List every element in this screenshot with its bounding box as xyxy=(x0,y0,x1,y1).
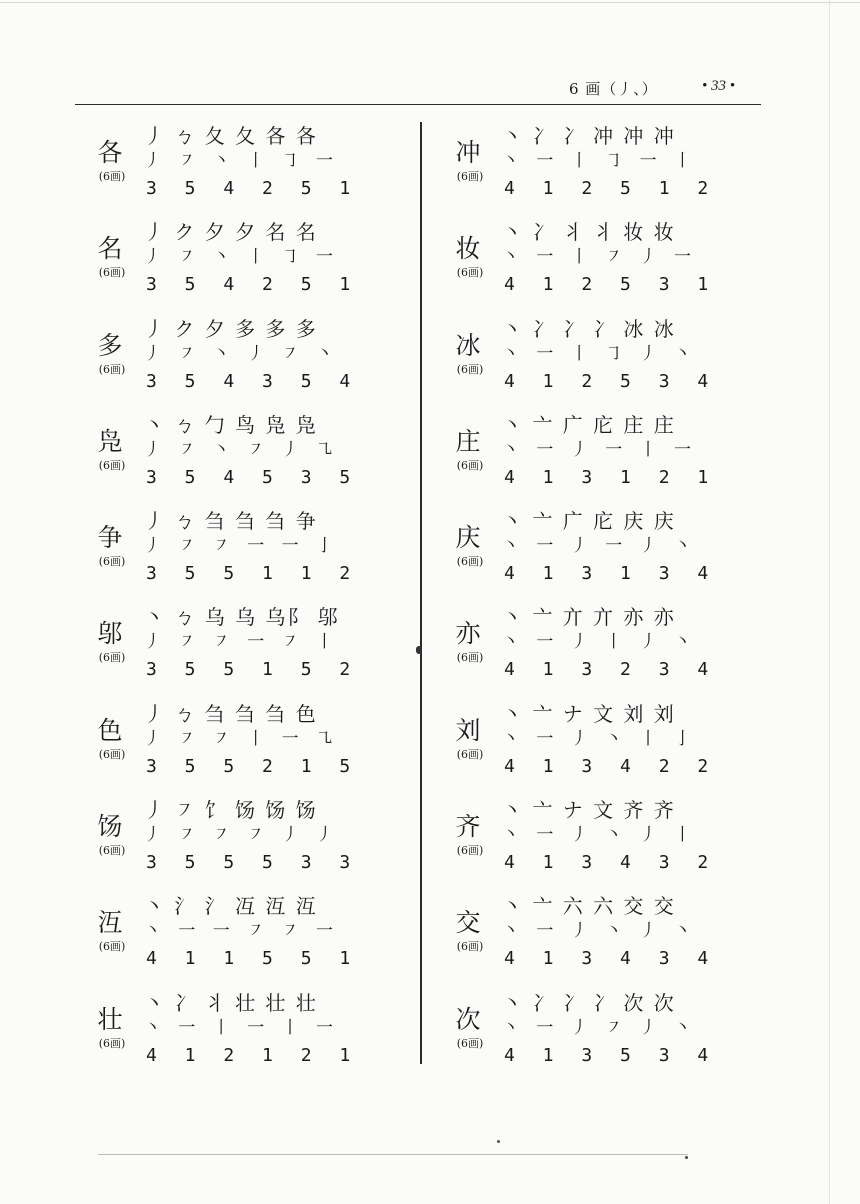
footer-line xyxy=(98,1154,688,1155)
stroke-order-sequence: 丿 ㄅ 刍 刍 刍 色 xyxy=(144,701,318,726)
stroke-order-sequence: 丶 冫 丬 壮 壮 壮 xyxy=(144,990,318,1015)
stroke-name-row: 丶 一 丿 一 丿 丶 xyxy=(502,536,698,557)
stroke-count-label: (6画) xyxy=(98,170,126,183)
stroke-code-digits: 4 1 1 5 5 1 xyxy=(146,948,359,970)
stroke-count-label: (6画) xyxy=(98,651,126,665)
stroke-code-digits: 4 1 2 5 1 2 xyxy=(504,178,717,199)
stroke-name-row: 丶 一 丨 ㇆ 一 丨 xyxy=(502,151,698,171)
stroke-name-row: 丶 一 丿 ㇇ 丿 丶 xyxy=(502,1017,698,1038)
character-entry xyxy=(438,701,717,798)
stroke-count-label: (6画) xyxy=(98,458,126,472)
stroke-order-sequence: 丶 冫 冫 冲 冲 冲 xyxy=(502,124,676,148)
stroke-order-sequence: 丶 亠 广 庀 庄 庄 xyxy=(502,412,676,437)
stroke-count-label: (6画) xyxy=(456,1036,484,1050)
stroke-order-sequence: 丿 ク 夕 夕 名 名 xyxy=(144,220,318,245)
stroke-name-row: 丶 一 丿 一 丨 一 xyxy=(502,439,698,460)
page-header xyxy=(75,78,761,100)
character-glyph: 庄 xyxy=(455,426,481,456)
stroke-code-digits: 3 5 5 2 1 5 xyxy=(146,755,359,777)
character-entry xyxy=(80,220,359,316)
stroke-code-digits: 4 1 3 5 3 4 xyxy=(504,1044,717,1066)
section-title: 6 画（丿、） xyxy=(569,80,658,98)
character-glyph: 妆 xyxy=(455,234,481,264)
character-entry xyxy=(438,605,717,701)
top-edge-line xyxy=(0,2,860,3)
stroke-order-sequence: 丶 亠 ナ 文 齐 齐 xyxy=(502,798,676,823)
stroke-order-sequence: 丶 冫 冫 冫 次 次 xyxy=(502,990,676,1015)
stroke-name-row: 丶 一 丨 一 丨 一 xyxy=(144,1017,340,1038)
stroke-name-row: 丶 一 丿 丶 丿 丶 xyxy=(502,921,698,942)
header-rule xyxy=(75,104,761,105)
character-entry xyxy=(80,509,359,605)
character-glyph: 齐 xyxy=(455,812,481,842)
stroke-order-sequence: 丿 ク 夕 多 多 多 xyxy=(144,316,318,341)
character-glyph: 冰 xyxy=(455,330,481,360)
stroke-count-label: (6画) xyxy=(456,844,484,858)
character-glyph: 壮 xyxy=(97,1004,123,1034)
stroke-code-digits: 3 5 5 5 3 3 xyxy=(146,852,359,874)
stroke-order-sequence: 丿 ㇇ 饣 饧 饧 饧 xyxy=(144,798,318,823)
stroke-code-digits: 3 5 4 2 5 1 xyxy=(146,274,359,296)
character-entry xyxy=(438,412,717,509)
character-glyph: 凫 xyxy=(97,426,123,456)
stroke-name-row: 丶 一 丨 ㇇ 丿 一 xyxy=(502,247,698,268)
stroke-count-label: (6画) xyxy=(456,747,484,761)
stroke-count-label: (6画) xyxy=(98,1036,126,1050)
character-glyph: 冲 xyxy=(455,138,481,167)
stroke-name-row: 丿 ㇇ 丶 ㇇ 丿 ㇈ xyxy=(144,439,340,460)
character-glyph: 亦 xyxy=(455,619,481,649)
stroke-order-sequence: 丿 ㄅ 刍 刍 刍 争 xyxy=(144,509,318,534)
stroke-code-digits: 4 1 3 1 3 4 xyxy=(504,563,717,585)
character-glyph: 次 xyxy=(455,1004,481,1034)
character-entry xyxy=(438,509,717,605)
character-glyph: 色 xyxy=(97,715,123,745)
character-entry xyxy=(438,316,717,413)
right-column xyxy=(438,124,717,1087)
character-glyph: 邬 xyxy=(97,619,123,649)
stroke-code-digits: 4 1 2 5 3 1 xyxy=(504,274,717,296)
stroke-order-sequence: 丶 亠 亣 亣 亦 亦 xyxy=(502,605,676,630)
stroke-count-label: (6画) xyxy=(98,362,126,376)
stroke-count-label: (6画) xyxy=(98,940,126,954)
character-entry xyxy=(80,798,359,894)
stroke-code-digits: 4 1 3 1 2 1 xyxy=(504,466,717,488)
stroke-name-row: 丶 一 一 ㇇ ㇇ 一 xyxy=(144,921,340,942)
divider-mark xyxy=(416,646,422,654)
stroke-count-label: (6画) xyxy=(456,266,484,280)
stroke-count-label: (6画) xyxy=(98,266,126,280)
stroke-name-row: 丶 一 丿 丶 丨 亅 xyxy=(502,728,698,749)
character-entry xyxy=(80,701,359,798)
character-glyph: 名 xyxy=(97,234,123,264)
stroke-order-sequence: 丶 冫 冫 冫 冰 冰 xyxy=(502,316,676,341)
stroke-code-digits: 3 5 5 1 1 2 xyxy=(146,563,359,585)
character-glyph: 各 xyxy=(97,138,123,167)
stroke-count-label: (6画) xyxy=(98,844,126,858)
stroke-count-label: (6画) xyxy=(456,940,484,954)
stroke-code-digits: 4 1 2 1 2 1 xyxy=(146,1044,359,1066)
stroke-name-row: 丿 ㇇ 丶 丨 ㇆ 一 xyxy=(144,151,340,171)
stroke-name-row: 丶 一 丨 ㇆ 丿 丶 xyxy=(502,343,698,364)
stroke-code-digits: 4 1 3 4 2 2 xyxy=(504,755,717,777)
stroke-count-label: (6画) xyxy=(456,362,484,376)
stroke-count-label: (6画) xyxy=(456,458,484,472)
stroke-order-sequence: 丶 亠 六 六 交 交 xyxy=(502,894,676,919)
stroke-code-digits: 3 5 4 5 3 5 xyxy=(146,466,359,488)
stroke-order-sequence: 丶 ㄅ 乌 乌 乌阝 邬 xyxy=(144,605,340,630)
stroke-order-sequence: 丿 ㄅ 夂 夂 各 各 xyxy=(144,124,318,148)
character-entry xyxy=(438,220,717,316)
stroke-order-sequence: 丶 亠 ナ 文 刘 刘 xyxy=(502,701,676,726)
character-entry xyxy=(80,990,359,1087)
character-entry xyxy=(80,412,359,509)
stroke-code-digits: 4 1 3 4 3 4 xyxy=(504,948,717,970)
character-entry xyxy=(80,124,359,220)
right-edge-line xyxy=(829,0,830,1204)
stroke-count-label: (6画) xyxy=(456,170,484,183)
footer-mark xyxy=(685,1156,688,1159)
stroke-name-row: 丿 ㇇ 丶 丨 ㇆ 一 xyxy=(144,247,340,268)
stroke-name-row: 丶 一 丿 丨 丿 丶 xyxy=(502,632,698,653)
character-glyph: 饧 xyxy=(97,812,123,842)
stroke-code-digits: 4 1 3 2 3 4 xyxy=(504,659,717,681)
stroke-count-label: (6画) xyxy=(98,555,126,569)
stroke-code-digits: 3 5 5 1 5 2 xyxy=(146,659,359,681)
character-entry xyxy=(438,894,717,990)
character-glyph: 沍 xyxy=(97,908,123,938)
character-entry xyxy=(80,605,359,701)
stroke-name-row: 丿 ㇇ 丶 丿 ㇇ 丶 xyxy=(144,343,340,364)
stroke-code-digits: 4 1 3 4 3 2 xyxy=(504,852,717,874)
stroke-name-row: 丿 ㇇ ㇇ 丨 一 ㇈ xyxy=(144,728,340,749)
stroke-order-sequence: 丶 冫 丬 丬 妆 妆 xyxy=(502,220,676,245)
left-column xyxy=(80,124,359,1087)
stroke-code-digits: 4 1 2 5 3 4 xyxy=(504,370,717,392)
stroke-name-row: 丿 ㇇ ㇇ ㇇ 丿 丿 xyxy=(144,825,340,846)
character-entry xyxy=(80,316,359,413)
stroke-name-row: 丶 一 丿 丶 丿 丨 xyxy=(502,825,698,846)
footer-mark xyxy=(497,1140,500,1143)
stroke-order-sequence: 丶 亠 广 庀 庆 庆 xyxy=(502,509,676,534)
character-glyph: 多 xyxy=(97,330,123,360)
stroke-count-label: (6画) xyxy=(98,747,126,761)
character-entry xyxy=(438,990,717,1087)
column-divider xyxy=(420,122,422,1064)
character-glyph: 庆 xyxy=(455,523,481,553)
stroke-count-label: (6画) xyxy=(456,555,484,569)
stroke-code-digits: 3 5 4 3 5 4 xyxy=(146,370,359,392)
page-number: • 33 • xyxy=(702,78,736,94)
stroke-count-label: (6画) xyxy=(456,651,484,665)
stroke-code-digits: 3 5 4 2 5 1 xyxy=(146,178,359,199)
character-glyph: 争 xyxy=(97,523,123,553)
character-entry xyxy=(80,894,359,990)
stroke-order-sequence: 丶 氵 氵 冱 沍 沍 xyxy=(144,894,318,919)
stroke-name-row: 丿 ㇇ ㇇ 一 一 亅 xyxy=(144,536,340,557)
character-glyph: 刘 xyxy=(455,715,481,745)
stroke-name-row: 丿 ㇇ ㇇ 一 ㇇ 丨 xyxy=(144,632,340,653)
character-entry xyxy=(438,124,717,220)
stroke-order-sequence: 丶 ㄅ 勹 鸟 凫 凫 xyxy=(144,412,318,437)
character-entry xyxy=(438,798,717,894)
character-glyph: 交 xyxy=(455,908,481,938)
